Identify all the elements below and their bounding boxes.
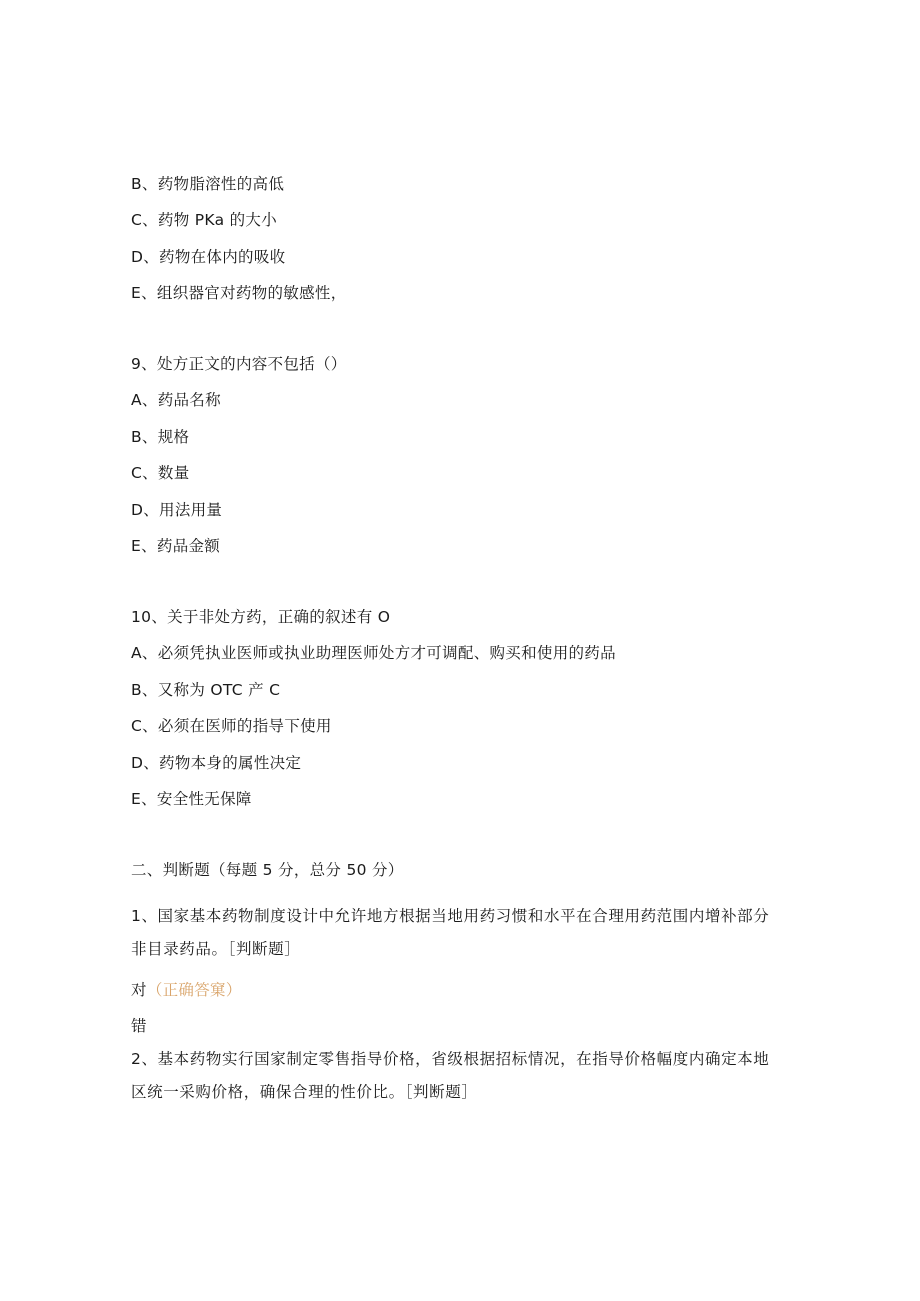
q10-option-b: B、又称为 OTC 产 C [131, 681, 281, 699]
q8-option-d: D、药物在体内的吸收 [131, 248, 286, 266]
section-heading-true-false: 二、判断题（每题 5 分，总分 50 分） [131, 861, 404, 879]
q8-option-c: C、药物 PKa 的大小 [131, 211, 278, 229]
tf1-option-true [131, 980, 242, 1000]
q9-stem: 9、处方正文的内容不包括（） [131, 355, 347, 373]
q10-option-a: A、必须凭执业医师或执业助理医师处方才可调配、购买和使用的药品 [131, 644, 616, 662]
q10-stem: 10、关于非处方药，正确的叙述有 O [131, 608, 391, 626]
q9-option-a: A、药品名称 [131, 391, 221, 409]
q9-option-d: D、用法用量 [131, 501, 223, 519]
tf2-stem: 2、基本药物实行国家制定零售指导价格，省级根据招标情况，在指导价格幅度内确定本地区统一采购价格，确保合理的性价比。［判断题］ [131, 1050, 770, 1101]
q10-option-e: E、安全性无保障 [131, 790, 252, 808]
tf1-option-false: 错 [131, 1017, 147, 1035]
q10-option-d: D、药物本身的属性决定 [131, 754, 302, 772]
tf1-option-true-label: 对 [131, 981, 147, 999]
tf1-stem: 1、国家基本药物制度设计中允许地方根据当地用药习惯和水平在合理用药范围内增补部分非目录药品。［判断题］ [131, 907, 770, 958]
q9-option-e: E、药品金额 [131, 537, 221, 555]
q10-option-c: C、必须在医师的指导下使用 [131, 717, 332, 735]
q8-option-b: B、药物脂溶性的高低 [131, 175, 285, 193]
q9-option-b: B、规格 [131, 428, 190, 446]
q9-option-c: C、数量 [131, 464, 190, 482]
q8-option-e: E、组织器官对药物的敏感性， [131, 284, 347, 302]
correct-answer-mark: （正确答窠） [146, 981, 242, 999]
